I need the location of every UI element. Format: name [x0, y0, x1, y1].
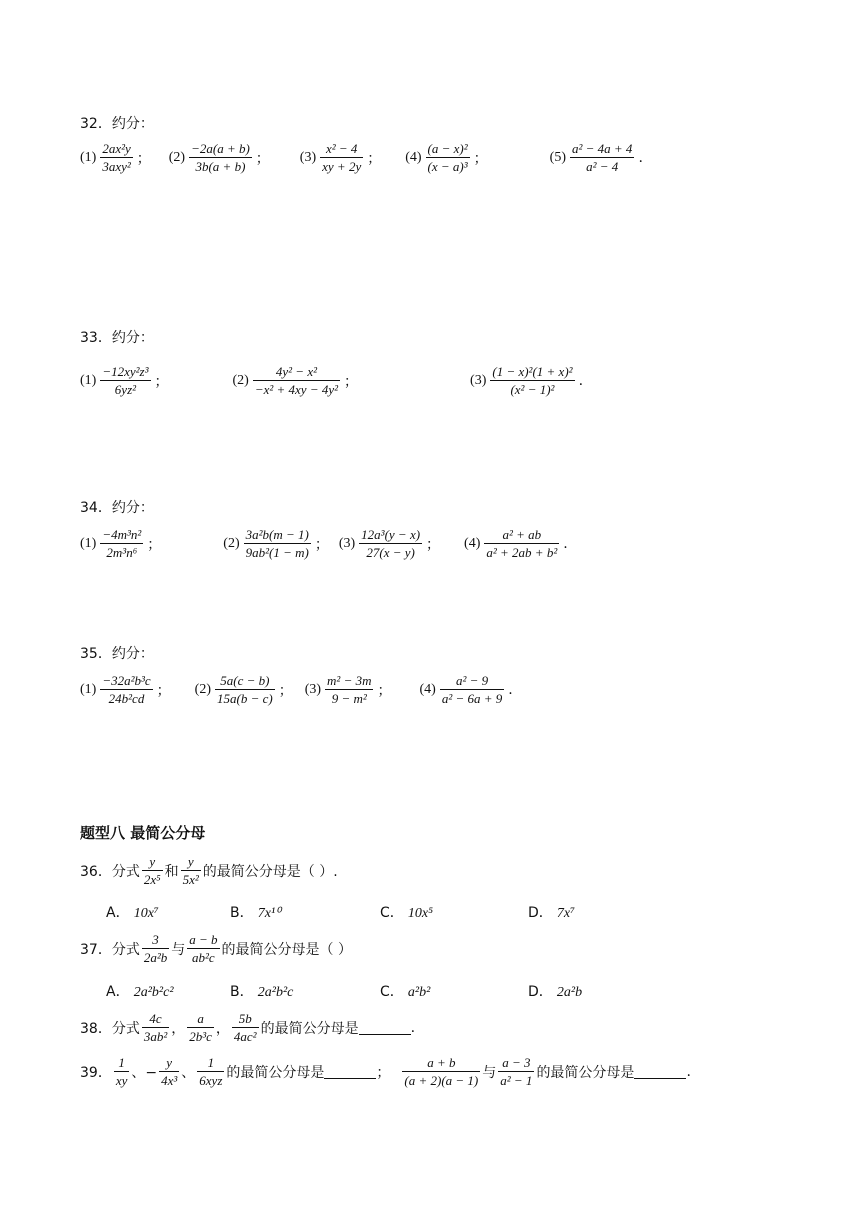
- question-prefix: 38．分式: [80, 1020, 140, 1037]
- fraction: [320, 140, 363, 175]
- item-label: (3): [299, 149, 317, 165]
- numerator: y: [187, 854, 194, 869]
- denominator: a² − 1: [500, 1073, 533, 1088]
- denominator: 15a(b − c): [217, 691, 273, 706]
- fraction: [187, 931, 219, 966]
- numerator: −12xy²z³: [102, 364, 149, 379]
- item-label: (2): [232, 372, 249, 388]
- fraction: [253, 363, 340, 398]
- fraction: [142, 931, 169, 966]
- fraction: [498, 1054, 534, 1089]
- question-33-header: 33．约分：: [80, 330, 154, 346]
- item-label: (1): [80, 535, 97, 551]
- denominator: 2a²b: [143, 950, 168, 965]
- question-38: [80, 1010, 415, 1045]
- fraction: [570, 140, 634, 175]
- section-title: 题型八 最简公分母: [80, 824, 206, 842]
- denominator: (x² − 1)²: [510, 382, 555, 397]
- question-32-header: 32．约分：: [80, 116, 154, 132]
- numerator: y: [149, 854, 156, 869]
- question-prefix: 37．分式: [80, 941, 140, 958]
- numerator: 3: [152, 932, 159, 947]
- period: .: [410, 1019, 416, 1036]
- question-37: [80, 931, 352, 966]
- denominator: 6xyz: [199, 1073, 223, 1088]
- numerator: −32a²b³c: [102, 673, 151, 688]
- question-suffix: 的最简公分母是（ ）: [221, 941, 352, 958]
- denominator: 24b²cd: [108, 691, 145, 706]
- fraction: [187, 1010, 214, 1045]
- separator: ；: [376, 1064, 391, 1081]
- fraction: [244, 526, 311, 561]
- numerator: a: [197, 1011, 204, 1026]
- item-label: (3): [470, 372, 487, 388]
- question-33-items: [80, 363, 585, 398]
- connector-text: 与: [482, 1064, 497, 1081]
- separator: ；: [255, 150, 270, 167]
- item-label: (2): [223, 535, 240, 551]
- question-39: [80, 1054, 691, 1089]
- separator: ；: [136, 150, 151, 167]
- numerator: a² + ab: [502, 527, 542, 542]
- separator: .: [563, 535, 568, 552]
- question-suffix: 的最简公分母是: [536, 1064, 635, 1081]
- separator: ；: [367, 150, 382, 167]
- item-label: (4): [405, 149, 422, 165]
- separator: ；: [154, 373, 169, 390]
- numerator: a − 3: [502, 1055, 531, 1070]
- separator: ；: [314, 536, 329, 553]
- denominator: 4x³: [161, 1073, 178, 1088]
- fraction: [100, 363, 150, 398]
- numerator: 4y² − x²: [275, 364, 317, 379]
- separator: ；: [147, 536, 162, 553]
- denominator: 4ac²: [233, 1029, 257, 1044]
- denominator: 3axy²: [102, 159, 131, 174]
- question-suffix: 的最简公分母是: [260, 1020, 359, 1037]
- separator: ；: [344, 373, 359, 390]
- answer-blank-1[interactable]: [324, 1064, 376, 1079]
- separator: ，: [215, 1020, 230, 1037]
- option-c[interactable]: C． 10x⁵: [380, 905, 434, 921]
- numerator: x² − 4: [325, 141, 358, 156]
- item-label: (2): [168, 149, 186, 165]
- item-label: (5): [549, 149, 566, 165]
- period: .: [686, 1063, 691, 1080]
- item-label: (4): [419, 681, 436, 697]
- item-label: (3): [338, 535, 356, 551]
- denominator: 3b(a + b): [195, 159, 246, 174]
- separator: 、−: [131, 1064, 158, 1081]
- denominator: xy + 2y: [322, 159, 362, 174]
- fraction: [100, 672, 152, 707]
- numerator: −2a(a + b): [191, 141, 250, 156]
- numerator: −4m³n²: [102, 527, 142, 542]
- item-label: (1): [80, 149, 97, 165]
- separator: .: [578, 372, 584, 389]
- fraction: [100, 526, 143, 561]
- numerator: 3a²b(m − 1): [245, 527, 309, 542]
- question-35-items: [80, 672, 515, 707]
- fraction: [142, 853, 163, 888]
- fraction: [490, 363, 574, 398]
- item-label: (3): [304, 681, 322, 697]
- question-prefix: 39．: [80, 1064, 112, 1081]
- denominator: a² − 6a + 9: [441, 691, 503, 706]
- denominator: (a + 2)(a − 1): [404, 1073, 479, 1088]
- fraction: [215, 672, 275, 707]
- denominator: 9 − m²: [331, 691, 367, 706]
- numerator: 4c: [149, 1011, 162, 1026]
- denominator: 6yz²: [114, 382, 137, 397]
- separator: ，: [171, 1020, 186, 1037]
- numerator: (a − x)²: [427, 141, 468, 156]
- separator: .: [638, 149, 643, 166]
- fraction: [359, 526, 422, 561]
- fraction: [325, 672, 373, 707]
- separator: ；: [426, 536, 441, 553]
- question-suffix: 的最简公分母是（ ）.: [202, 863, 338, 880]
- denominator: 2m³n⁶: [106, 545, 138, 560]
- item-label: (1): [80, 681, 97, 697]
- fraction: [114, 1054, 130, 1089]
- separator: .: [508, 681, 513, 698]
- item-label: (4): [464, 535, 481, 551]
- connector-text: 与: [171, 941, 186, 958]
- numerator: m² − 3m: [327, 673, 372, 688]
- option-a[interactable]: A． 2a²b²c²: [106, 984, 174, 1000]
- question-36: [80, 853, 338, 888]
- numerator: (1 − x)²(1 + x)²: [492, 364, 573, 379]
- option-a[interactable]: A． 10x⁷: [106, 905, 159, 921]
- fraction: [484, 526, 559, 561]
- numerator: 5a(c − b): [220, 673, 270, 688]
- separator: ；: [377, 682, 392, 699]
- option-b[interactable]: B． 7x¹⁰: [230, 905, 281, 921]
- item-label: (1): [80, 372, 97, 388]
- denominator: 3ab²: [143, 1029, 168, 1044]
- fraction: [402, 1054, 480, 1089]
- denominator: ab²c: [192, 950, 215, 965]
- numerator: 5b: [238, 1011, 252, 1026]
- option-d[interactable]: D． 2a²b: [528, 984, 583, 1000]
- question-34-header: 34．约分：: [80, 500, 154, 516]
- numerator: a² − 4a + 4: [571, 141, 633, 156]
- numerator: 1: [118, 1055, 125, 1070]
- numerator: 1: [207, 1055, 215, 1070]
- option-d[interactable]: D． 7x⁷: [528, 905, 576, 921]
- separator: ；: [278, 682, 293, 699]
- answer-blank-2[interactable]: [634, 1064, 686, 1079]
- separator: ；: [156, 682, 171, 699]
- denominator: xy: [115, 1073, 128, 1088]
- denominator: a² − 4: [586, 159, 619, 174]
- answer-blank[interactable]: [359, 1020, 411, 1035]
- item-label: (2): [194, 681, 211, 697]
- fraction: [232, 1010, 259, 1045]
- separator: ；: [473, 150, 488, 167]
- denominator: 2x⁵: [143, 872, 161, 887]
- numerator: 2ax²y: [102, 141, 131, 156]
- numerator: 12a³(y − x): [361, 527, 421, 542]
- option-b[interactable]: B． 2a²b²c: [230, 984, 294, 1000]
- numerator: y: [166, 1055, 173, 1070]
- fraction: [142, 1010, 169, 1045]
- fraction: [440, 672, 504, 707]
- connector-text: 和: [164, 863, 179, 880]
- question-text: 的最简公分母是: [226, 1064, 325, 1081]
- fraction: [197, 1054, 224, 1089]
- numerator: a + b: [427, 1055, 456, 1070]
- question-prefix: 36．分式: [80, 863, 140, 880]
- question-34-items: [80, 526, 570, 561]
- fraction: [189, 140, 252, 175]
- denominator: 5x²: [182, 872, 199, 887]
- option-c[interactable]: C． a²b²: [380, 984, 431, 1000]
- fraction: [426, 140, 470, 175]
- denominator: a² + 2ab + b²: [486, 545, 558, 560]
- question-32-items: [80, 140, 645, 175]
- denominator: (x − a)³: [427, 159, 468, 174]
- question-35-header: 35．约分：: [80, 646, 154, 662]
- denominator: 9ab²(1 − m): [245, 545, 309, 560]
- numerator: a − b: [189, 932, 218, 947]
- fraction: [159, 1054, 179, 1089]
- denominator: 27(x − y): [366, 545, 415, 560]
- denominator: −x² + 4xy − 4y²: [254, 382, 339, 397]
- numerator: a² − 9: [455, 673, 489, 688]
- denominator: 2b³c: [189, 1029, 212, 1044]
- fraction: [100, 140, 132, 175]
- separator: 、: [181, 1064, 196, 1081]
- fraction: [181, 853, 201, 888]
